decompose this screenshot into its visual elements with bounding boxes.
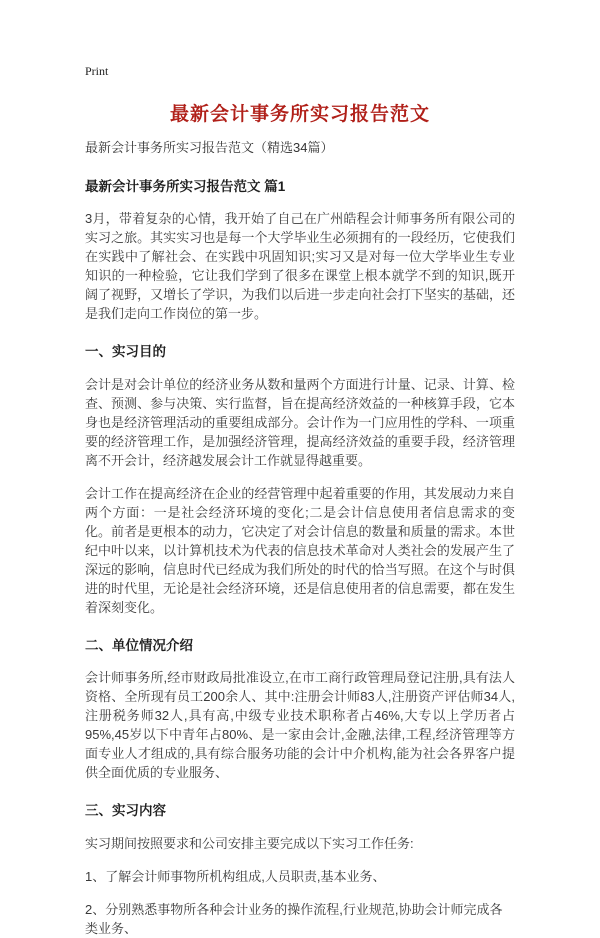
document-subtitle: 最新会计事务所实习报告范文（精选34篇）: [85, 139, 334, 155]
section-2-heading: 二、单位情况介绍: [85, 637, 193, 653]
section-1-paragraph-1: 会计是对会计单位的经济业务从数和量两个方面进行计量、记录、计算、检查、预测、参与决策、实行监督，旨在提高经济效益的一种核算手段，它本身也是经济管理活动的重要组成部分。会计作为一门应用性的学科、一项重要的经济管理工作，是加强经济管理，提高经济效益的重要手段，经济管理离不开会计，经济越发展会计工作就显得越重要。: [85, 376, 515, 468]
section-3-heading: 三、实习内容: [85, 803, 166, 819]
task-list-item-1: 1、了解会计师事物所机构组成,人员职责,基本业务、: [85, 868, 386, 884]
piece-1-heading: 最新会计事务所实习报告范文 篇1: [85, 178, 286, 194]
page-title: 最新会计事务所实习报告范文: [169, 104, 430, 125]
section-2-paragraph-1: 会计师事务所,经市财政局批准设立,在市工商行政管理局登记注册,具有法人资格、全所现有员工200余人、其中:注册会计师83人,注册资产评估师34人,注册税务师32人,具有高,中级专业技术职称者占46%,大专以上学历者占95%,45岁以下中青年占80%、是一家由会计,金融,法律,工程,经济管理等方面专业人才组成的,具有综合服务功能的会计中介机构,能为社会各界客户提供全面优质的专业服务、: [85, 670, 515, 781]
task-list-item-2: 2、分别熟悉事物所各种会计业务的操作流程,行业规范,协助会计师完成各类业务、: [85, 901, 503, 936]
section-1-heading: 一、实习目的: [85, 344, 166, 360]
section-3-paragraph-1: 实习期间按照要求和公司安排主要完成以下实习工作任务:: [85, 835, 414, 851]
intro-paragraph: 3月，带着复杂的心情，我开始了自己在广州皓程会计师事务所有限公司的实习之旅。其实实习也是每一个大学毕业生必须拥有的一段经历，它使我们在实践中了解社会、在实践中巩固知识;实习又是对每一位大学毕业生专业知识的一种检验，它让我们学到了很多在课堂上根本就学不到的知识,既开阔了视野，又增长了学识，为我们以后进一步走向社会打下坚实的基础，还是我们走向工作岗位的第一步。: [85, 211, 515, 322]
print-link[interactable]: Print: [85, 64, 109, 78]
section-1-paragraph-2: 会计工作在提高经济在企业的经营管理中起着重要的作用，其发展动力来自两个方面：一是社会经济环境的变化;二是会计信息使用者信息需求的变化。前者是更根本的动力，它决定了对会计信息的数量和质量的需求。本世纪中叶以来，以计算机技术为代表的信息技术革命对人类社会的发展产生了深远的影响，信息时代已经成为我们所处的时代的恰当写照。在这个与时俱进的时代里，无论是社会经济环境，还是信息使用者的信息需要，都在发生着深刻变化。: [85, 485, 515, 615]
